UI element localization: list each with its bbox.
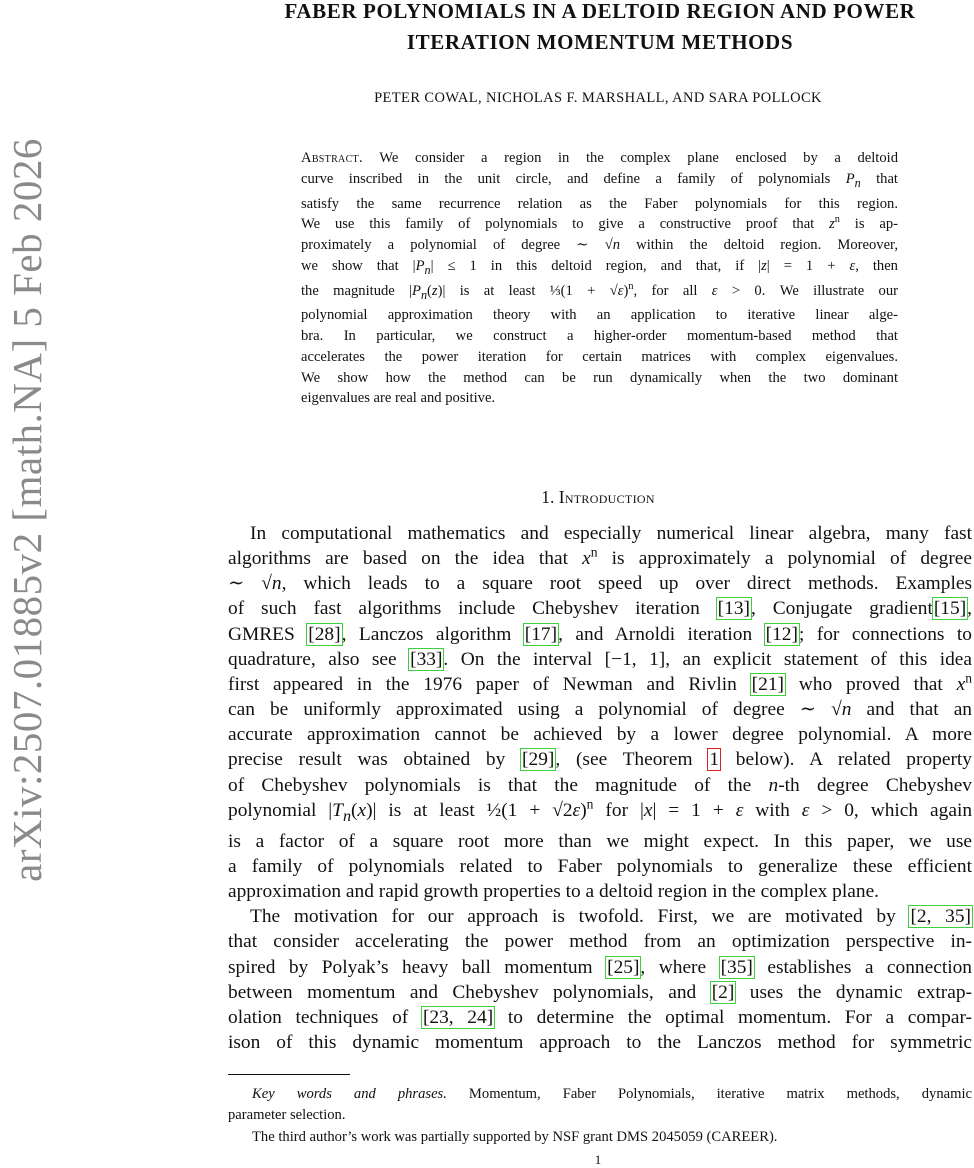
text-run: accelerates the power iteration for certain matrices with complex eigenvalues.: [301, 348, 898, 365]
math-symbol: z: [761, 257, 767, 274]
text-run: > 0, which again: [809, 799, 973, 821]
text-line: [228, 829, 972, 854]
math-symbol: P: [845, 170, 855, 187]
text-run: to determine the optimal momentum. For a compar-: [494, 1006, 972, 1028]
math-superscript: n: [590, 544, 598, 560]
text-run: polynomial |: [228, 799, 333, 821]
text-line: [228, 904, 972, 929]
citation-link[interactable]: [15]: [933, 598, 967, 620]
text-line: [301, 235, 898, 256]
math-superscript: n: [628, 280, 634, 292]
text-run: , which leads to a square root speed up over direct methods. Examples: [281, 573, 972, 595]
text-run: below). A related property: [720, 749, 972, 771]
text-run: . On the interval [−1, 1], an explicit statement of this idea: [443, 648, 972, 670]
title-line-2: ITERATION MOMENTUM METHODS: [406, 30, 794, 54]
math-symbol: ε: [735, 799, 744, 821]
text-line: [228, 747, 972, 772]
text-run: uses the dynamic extrap-: [735, 981, 972, 1003]
citation-link[interactable]: [2, 35]: [910, 906, 971, 928]
text-run: ): [623, 282, 629, 299]
text-run: ison of this dynamic momentum approach to the Lanczos method for symmetric: [228, 1032, 972, 1053]
text-run: (: [351, 799, 358, 821]
text-line: [301, 214, 898, 235]
text-line: [228, 955, 972, 980]
abstract: [301, 148, 898, 409]
author-list: PETER COWAL, NICHOLAS F. MARSHALL, AND SARA POLLOCK: [374, 90, 822, 106]
text-line: [301, 326, 898, 347]
math-symbol: ε: [617, 282, 624, 299]
math-superscript: n: [965, 670, 972, 686]
section-title: Introduction: [558, 487, 655, 507]
citation-link[interactable]: [12]: [765, 623, 798, 645]
footnote-funding: The third author’s work was partially supported by NSF grant DMS 2045059 (CAREER).: [252, 1129, 778, 1145]
math-symbol: z: [829, 216, 835, 233]
math-symbol: n: [612, 237, 620, 254]
text-run: proximately a polynomial of degree ∼ √: [301, 237, 613, 254]
math-symbol: ε: [801, 799, 810, 821]
text-line: [228, 697, 972, 722]
math-symbol: x: [956, 673, 966, 695]
text-run: is a factor of a square root more than we might expect. In this paper, we use: [228, 830, 972, 852]
citation-link[interactable]: [21]: [751, 673, 784, 695]
text-run: , and Arnoldi iteration: [558, 623, 765, 645]
math-symbol: ε: [711, 282, 718, 299]
footnote-rule: [228, 1074, 350, 1075]
text-line: [301, 347, 898, 368]
text-run: , for all: [633, 282, 712, 299]
text-run: olation techniques of: [228, 1006, 422, 1028]
text-run: within the deltoid region. Moreover,: [620, 237, 898, 254]
citation-link[interactable]: [23, 24]: [422, 1006, 494, 1028]
math-symbol: x: [643, 799, 653, 821]
text-run: first appeared in the 1976 paper of Newman and Rivlin: [228, 673, 751, 695]
math-symbol: n: [841, 699, 852, 721]
page-number: 1: [594, 1152, 602, 1167]
text-run: algorithms are based on the idea that: [228, 548, 583, 570]
text-line: [228, 546, 972, 571]
text-run: We use this family of polynomials to give a constructive proof that: [301, 216, 830, 233]
text-run: who proved that: [784, 673, 957, 695]
footnotes: [228, 1084, 972, 1148]
text-run: | = 1 +: [652, 799, 736, 821]
text-line: [228, 879, 972, 904]
text-run: satisfy the same recurrence relation as the Faber polynomials for this region.: [301, 195, 898, 212]
text-line: [301, 368, 898, 389]
text-line: [228, 798, 972, 829]
text-run: | = 1 +: [766, 257, 850, 274]
text-run: and that an: [851, 699, 973, 721]
math-symbol: x: [357, 799, 367, 821]
citation-link[interactable]: [17]: [524, 623, 558, 645]
text-line: [228, 929, 972, 954]
arxiv-identifier-stamp: arXiv:2507.01885v2 [math.NA] 5 Feb 2026: [4, 138, 50, 882]
text-run: spired by Polyak’s heavy ball momentum: [228, 956, 607, 978]
math-superscript: n: [834, 214, 840, 226]
math-symbol: P: [415, 257, 425, 274]
text-run: is ap-: [839, 216, 898, 233]
text-run: , where: [640, 956, 720, 978]
abstract-label: Abstract.: [301, 150, 363, 166]
text-line: [228, 596, 972, 621]
text-run: with: [743, 799, 802, 821]
text-line: [228, 521, 972, 546]
text-run: We consider a region in the complex plane enclosed by a deltoid: [362, 150, 898, 166]
text-run: a family of polynomials related to Faber polynomials to generalize these efficient: [228, 855, 972, 877]
introduction-body: [228, 521, 972, 1055]
citation-link[interactable]: [33]: [410, 648, 443, 670]
citation-link[interactable]: [25]: [607, 956, 640, 978]
text-run: | ≤ 1 in this deltoid region, and that, if |: [430, 257, 762, 274]
keywords-label: Key words and phrases.: [252, 1086, 447, 1102]
section-heading-introduction: [228, 487, 968, 508]
text-run: quadrature, also see: [228, 648, 410, 670]
math-subscript: n: [342, 807, 352, 825]
math-symbol: P: [412, 282, 421, 299]
citation-link[interactable]: [28]: [308, 623, 341, 645]
theorem-ref-link[interactable]: 1: [709, 749, 720, 771]
text-line: [228, 1005, 972, 1030]
keywords-text: Momentum, Faber Polynomials, iterative matrix methods, dynamic: [446, 1086, 972, 1102]
footnote-keywords-line-1: [228, 1084, 972, 1105]
text-run: the magnitude |: [301, 282, 413, 299]
text-line: [228, 773, 972, 798]
text-line: [301, 256, 898, 281]
text-run: eigenvalues are real and positive.: [301, 390, 496, 407]
text-run: bra. In particular, we construct a higher-order momentum-based method that: [301, 328, 898, 345]
text-line: [301, 169, 898, 194]
text-run: ): [580, 799, 587, 821]
math-symbol: z: [431, 282, 438, 299]
text-run: -th degree Chebyshev: [778, 774, 973, 796]
math-symbol: n: [768, 774, 779, 796]
text-run: ; for connections to: [798, 623, 972, 645]
text-run: > 0. We illustrate our: [717, 282, 898, 299]
text-run: establishes a connection: [753, 956, 972, 978]
text-run: of such fast algorithms include Chebyshev iteration: [228, 598, 717, 620]
text-run: precise result was obtained by: [228, 749, 522, 771]
text-run: for |: [593, 799, 644, 821]
math-subscript: n: [424, 262, 431, 277]
text-line: [228, 672, 972, 697]
text-run: The motivation for our approach is twofold. First, we are motivated by: [250, 906, 910, 928]
citation-link[interactable]: [13]: [717, 598, 750, 620]
citation-link[interactable]: [29]: [522, 749, 555, 771]
citation-link[interactable]: [2]: [711, 981, 735, 1003]
text-run: GMRES: [228, 623, 308, 645]
math-symbol: ε: [849, 257, 856, 274]
text-line: [301, 194, 898, 215]
text-run: we show that |: [301, 257, 416, 274]
text-line: [228, 647, 972, 672]
text-run: approximation and rapid growth properties to a deltoid region in the complex plane.: [228, 881, 880, 903]
text-run: , (see Theorem: [555, 749, 709, 771]
text-run: ,: [967, 598, 973, 620]
math-subscript: n: [420, 287, 428, 302]
text-run: polynomial approximation theory with an application to iterative linear alge-: [301, 307, 898, 324]
title-line-1: FABER POLYNOMIALS IN A DELTOID REGION AND POWER: [284, 0, 916, 23]
text-run: )| is at least ½(1 + √2: [366, 799, 573, 821]
text-line: [228, 722, 972, 747]
text-run: that: [860, 170, 898, 187]
text-run: , Conjugate gradient: [750, 598, 933, 620]
text-line: [228, 980, 972, 1005]
math-superscript: n: [586, 796, 594, 812]
section-number: 1.: [541, 487, 555, 507]
text-run: In computational mathematics and especially numerical linear algebra, many fast: [250, 523, 972, 544]
text-run: , then: [855, 257, 898, 274]
text-line: [228, 854, 972, 879]
text-run: of Chebyshev polynomials is that the magnitude of the: [228, 774, 769, 796]
math-subscript: n: [854, 175, 861, 190]
text-run: curve inscribed in the unit circle, and define a family of polynomials: [301, 170, 846, 187]
math-symbol: x: [582, 548, 591, 570]
math-symbol: n: [271, 573, 282, 595]
text-run: can be uniformly approximated using a polynomial of degree ∼ √: [228, 699, 842, 721]
text-line: [228, 571, 972, 596]
text-run: (: [427, 282, 432, 299]
math-symbol: ε: [572, 799, 581, 821]
text-line: [301, 388, 898, 409]
paper-title: [228, 0, 972, 58]
text-line: [228, 1030, 972, 1055]
text-run: , Lanczos algorithm: [341, 623, 524, 645]
text-run: )| is at least ⅓(1 + √: [437, 282, 618, 299]
text-run: We show how the method can be run dynamically when the two dominant: [301, 369, 898, 386]
text-run: is approximately a polynomial of degree: [597, 548, 972, 570]
text-run: ∼ √: [228, 573, 272, 595]
text-run: accurate approximation cannot be achieved by a lower degree polynomial. A more: [228, 724, 972, 746]
text-line: [301, 305, 898, 326]
text-line: [301, 148, 898, 169]
citation-link[interactable]: [35]: [720, 956, 753, 978]
footnote-keywords-line-2: parameter selection.: [228, 1106, 346, 1123]
text-line: [228, 622, 972, 647]
text-run: between momentum and Chebyshev polynomials, and: [228, 981, 711, 1003]
text-line: [301, 281, 898, 306]
text-run: that consider accelerating the power method from an optimization perspective in-: [228, 931, 972, 953]
math-symbol: T: [332, 799, 343, 821]
